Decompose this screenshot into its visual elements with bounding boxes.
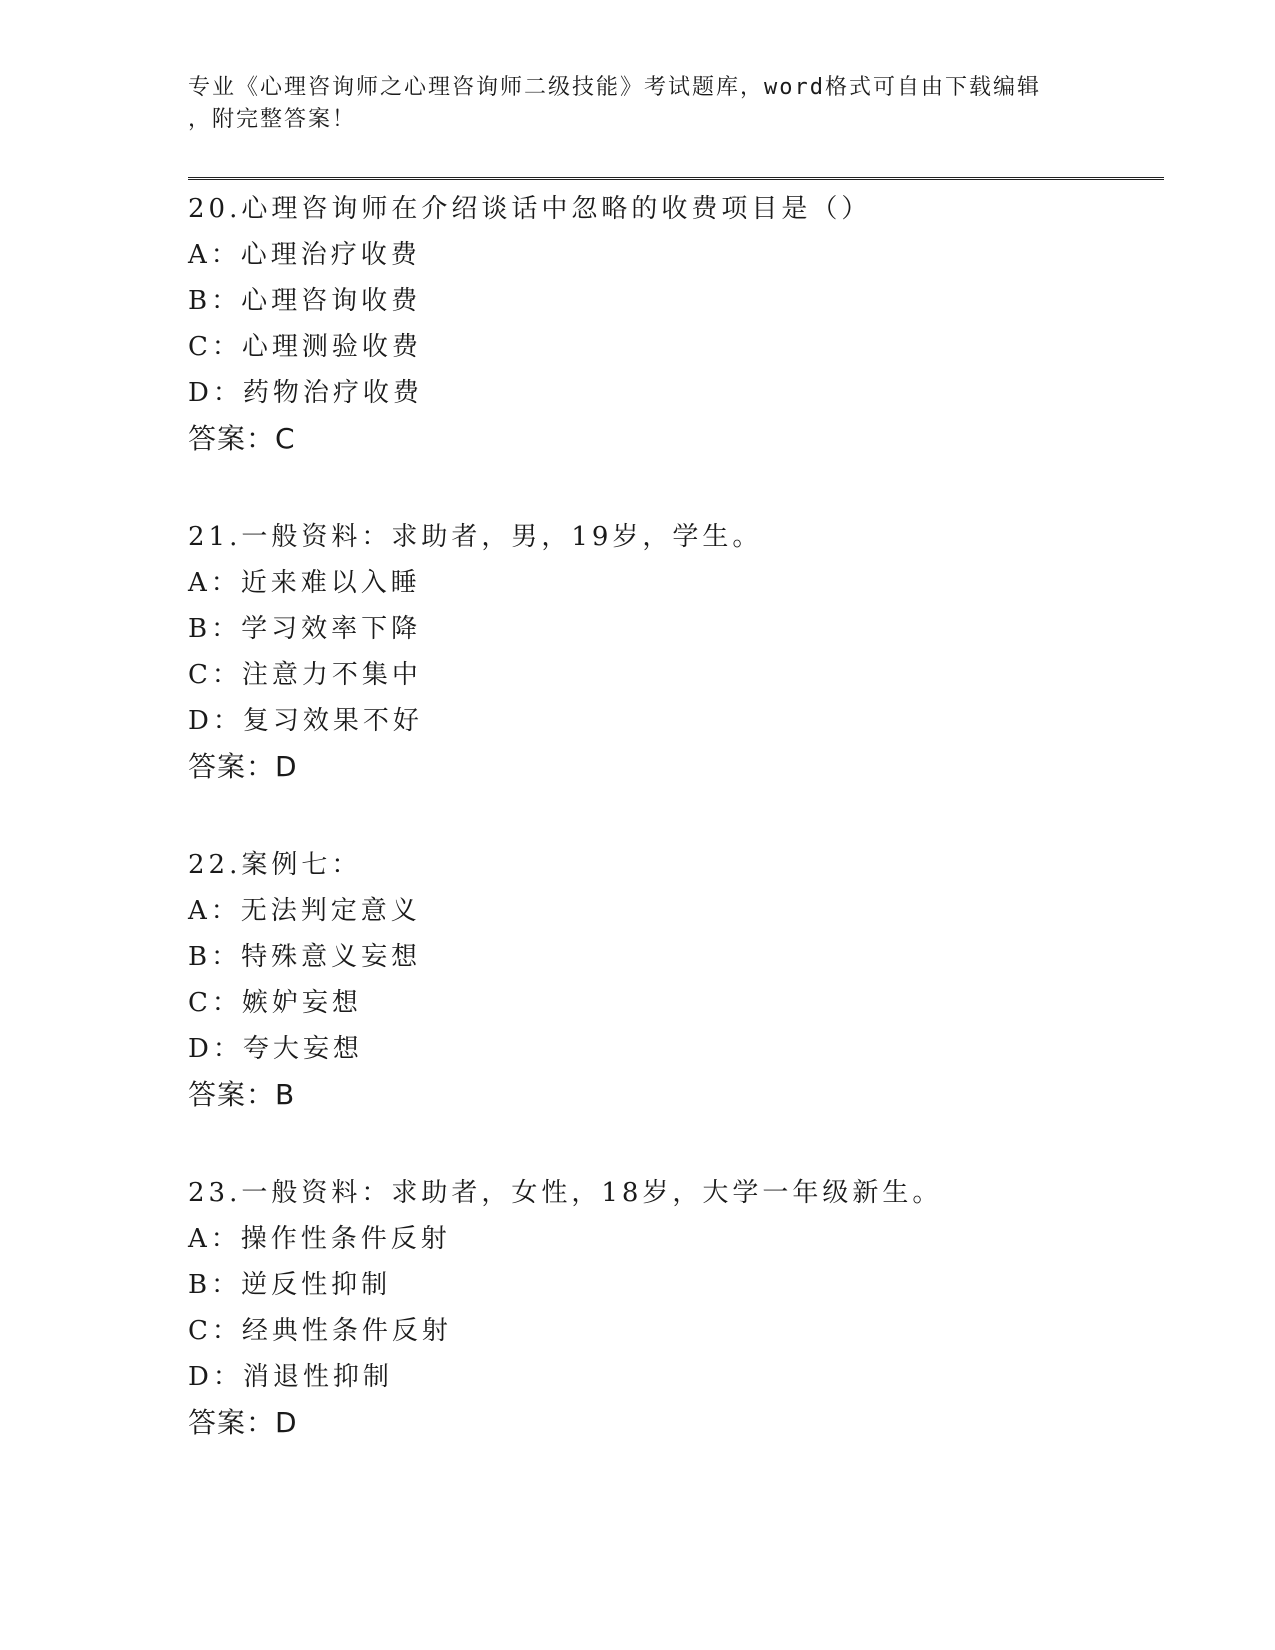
option-a: A：近来难以入睡 bbox=[188, 568, 421, 598]
option-d: D：复习效果不好 bbox=[188, 706, 423, 736]
option-b: B：学习效率下降 bbox=[188, 614, 422, 644]
question-21 bbox=[188, 514, 1164, 790]
option-b: B：特殊意义妄想 bbox=[188, 942, 422, 972]
option-d: D：药物治疗收费 bbox=[188, 378, 423, 408]
question-22 bbox=[188, 842, 1164, 1118]
option-b: B：逆反性抑制 bbox=[188, 1270, 392, 1300]
question-list bbox=[188, 186, 1164, 1498]
answer-text: 答案：D bbox=[188, 1406, 298, 1439]
question-stem: 21.一般资料：求助者，男，19岁，学生。 bbox=[188, 522, 763, 552]
option-c: C：心理测验收费 bbox=[188, 332, 422, 362]
document-header bbox=[188, 72, 1088, 136]
answer-text: 答案：B bbox=[188, 1078, 296, 1111]
option-d: D：夸大妄想 bbox=[188, 1034, 363, 1064]
question-stem: 20.心理咨询师在介绍谈话中忽略的收费项目是（） bbox=[188, 194, 872, 224]
header-divider bbox=[188, 177, 1164, 180]
option-c: C：经典性条件反射 bbox=[188, 1316, 452, 1346]
option-a: A：无法判定意义 bbox=[188, 896, 421, 926]
answer-text: 答案：D bbox=[188, 750, 298, 783]
option-a: A：心理治疗收费 bbox=[188, 240, 421, 270]
answer-text: 答案：C bbox=[188, 422, 296, 455]
question-stem: 23.一般资料：求助者，女性，18岁，大学一年级新生。 bbox=[188, 1178, 943, 1208]
header-line-2: ，附完整答案！ bbox=[188, 107, 357, 132]
option-c: C：注意力不集中 bbox=[188, 660, 422, 690]
option-d: D：消退性抑制 bbox=[188, 1362, 393, 1392]
option-b: B：心理咨询收费 bbox=[188, 286, 422, 316]
question-20 bbox=[188, 186, 1164, 462]
header-line-1: 专业《心理咨询师之心理咨询师二级技能》考试题库，word格式可自由下载编辑 bbox=[188, 75, 1041, 100]
option-c: C：嫉妒妄想 bbox=[188, 988, 362, 1018]
question-stem: 22.案例七： bbox=[188, 850, 362, 880]
option-a: A：操作性条件反射 bbox=[188, 1224, 451, 1254]
question-23 bbox=[188, 1170, 1164, 1446]
